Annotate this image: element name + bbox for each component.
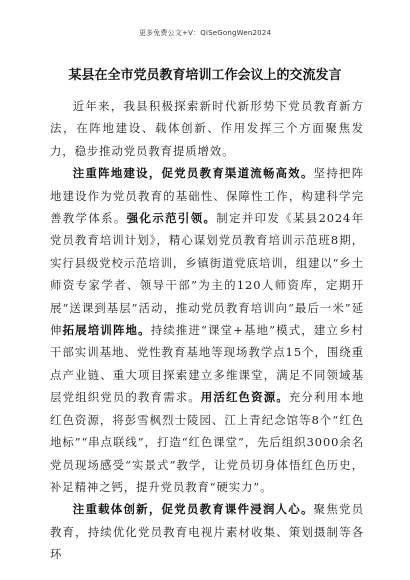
section-2-text-1: 聚焦党员教育，持续优化党员教育电视片素材收集、策划摄制等各环: [50, 502, 364, 562]
section-1-text-3: 持续推进“课堂+基地”模式，建立乡村干部实训基地、党性教育基地等现场教学点15个，围绕重点产业链、重大项目探索建立多维课堂，满足不同领域基层党组织党员的教育需求。: [50, 323, 364, 405]
section-1-subheading-3: 用活红色资源。: [200, 390, 289, 405]
document-body: [50, 95, 364, 566]
section-1-text-4: 充分利用本地红色资源，将彭雪枫烈士陵园、江上青纪念馆等8个“红色地标”“串点联线”，打造“红色课堂”，先后组织3000余名党员现场感受“实景式”教学，让党员切身体悟红色历史，补足精神之钙，提升党员教育“硬实力”。: [50, 390, 364, 494]
section-2-lead: 注重载体创新，促党员教育课件浸润人心。: [72, 502, 314, 517]
section-1-subheading-1: 强化示范引领。: [126, 211, 217, 226]
section-1-text-2: 制定并印发《某县2024年党员教育培训计划》，精心谋划党员教育培训示范班8期，实行县级党校示范培训，乡镇街道党底培训，组建以“乡土师资专家学者、领导干部”为主的120人师资库，定期开展“送课到基层”活动，推动党员教育培训向“最后一米”延伸: [50, 211, 364, 338]
section-1-paragraph: [50, 162, 364, 498]
document-title: 某县在全市党员教育培训工作会议上的交流发言: [68, 68, 342, 83]
watermark-text: 更多免费公文+V：QiSeGongWen2024: [138, 29, 272, 37]
section-1-text-1: 坚持把阵地建设作为党员教育的基础性、保障性工作，构建科学完善教学体系。: [50, 166, 364, 226]
section-2-paragraph: [50, 498, 364, 565]
intro-paragraph: 近年来，我县积极探索新时代新形势下党员教育新方法，在阵地建设、载体创新、作用发挥三个方面聚焦发力，稳步推动党员教育提质增效。: [50, 99, 364, 158]
section-1-lead: 注重阵地建设，促党员教育渠道流畅高效。: [72, 166, 314, 181]
section-1-subheading-2: 拓展培训阵地。: [62, 323, 151, 338]
